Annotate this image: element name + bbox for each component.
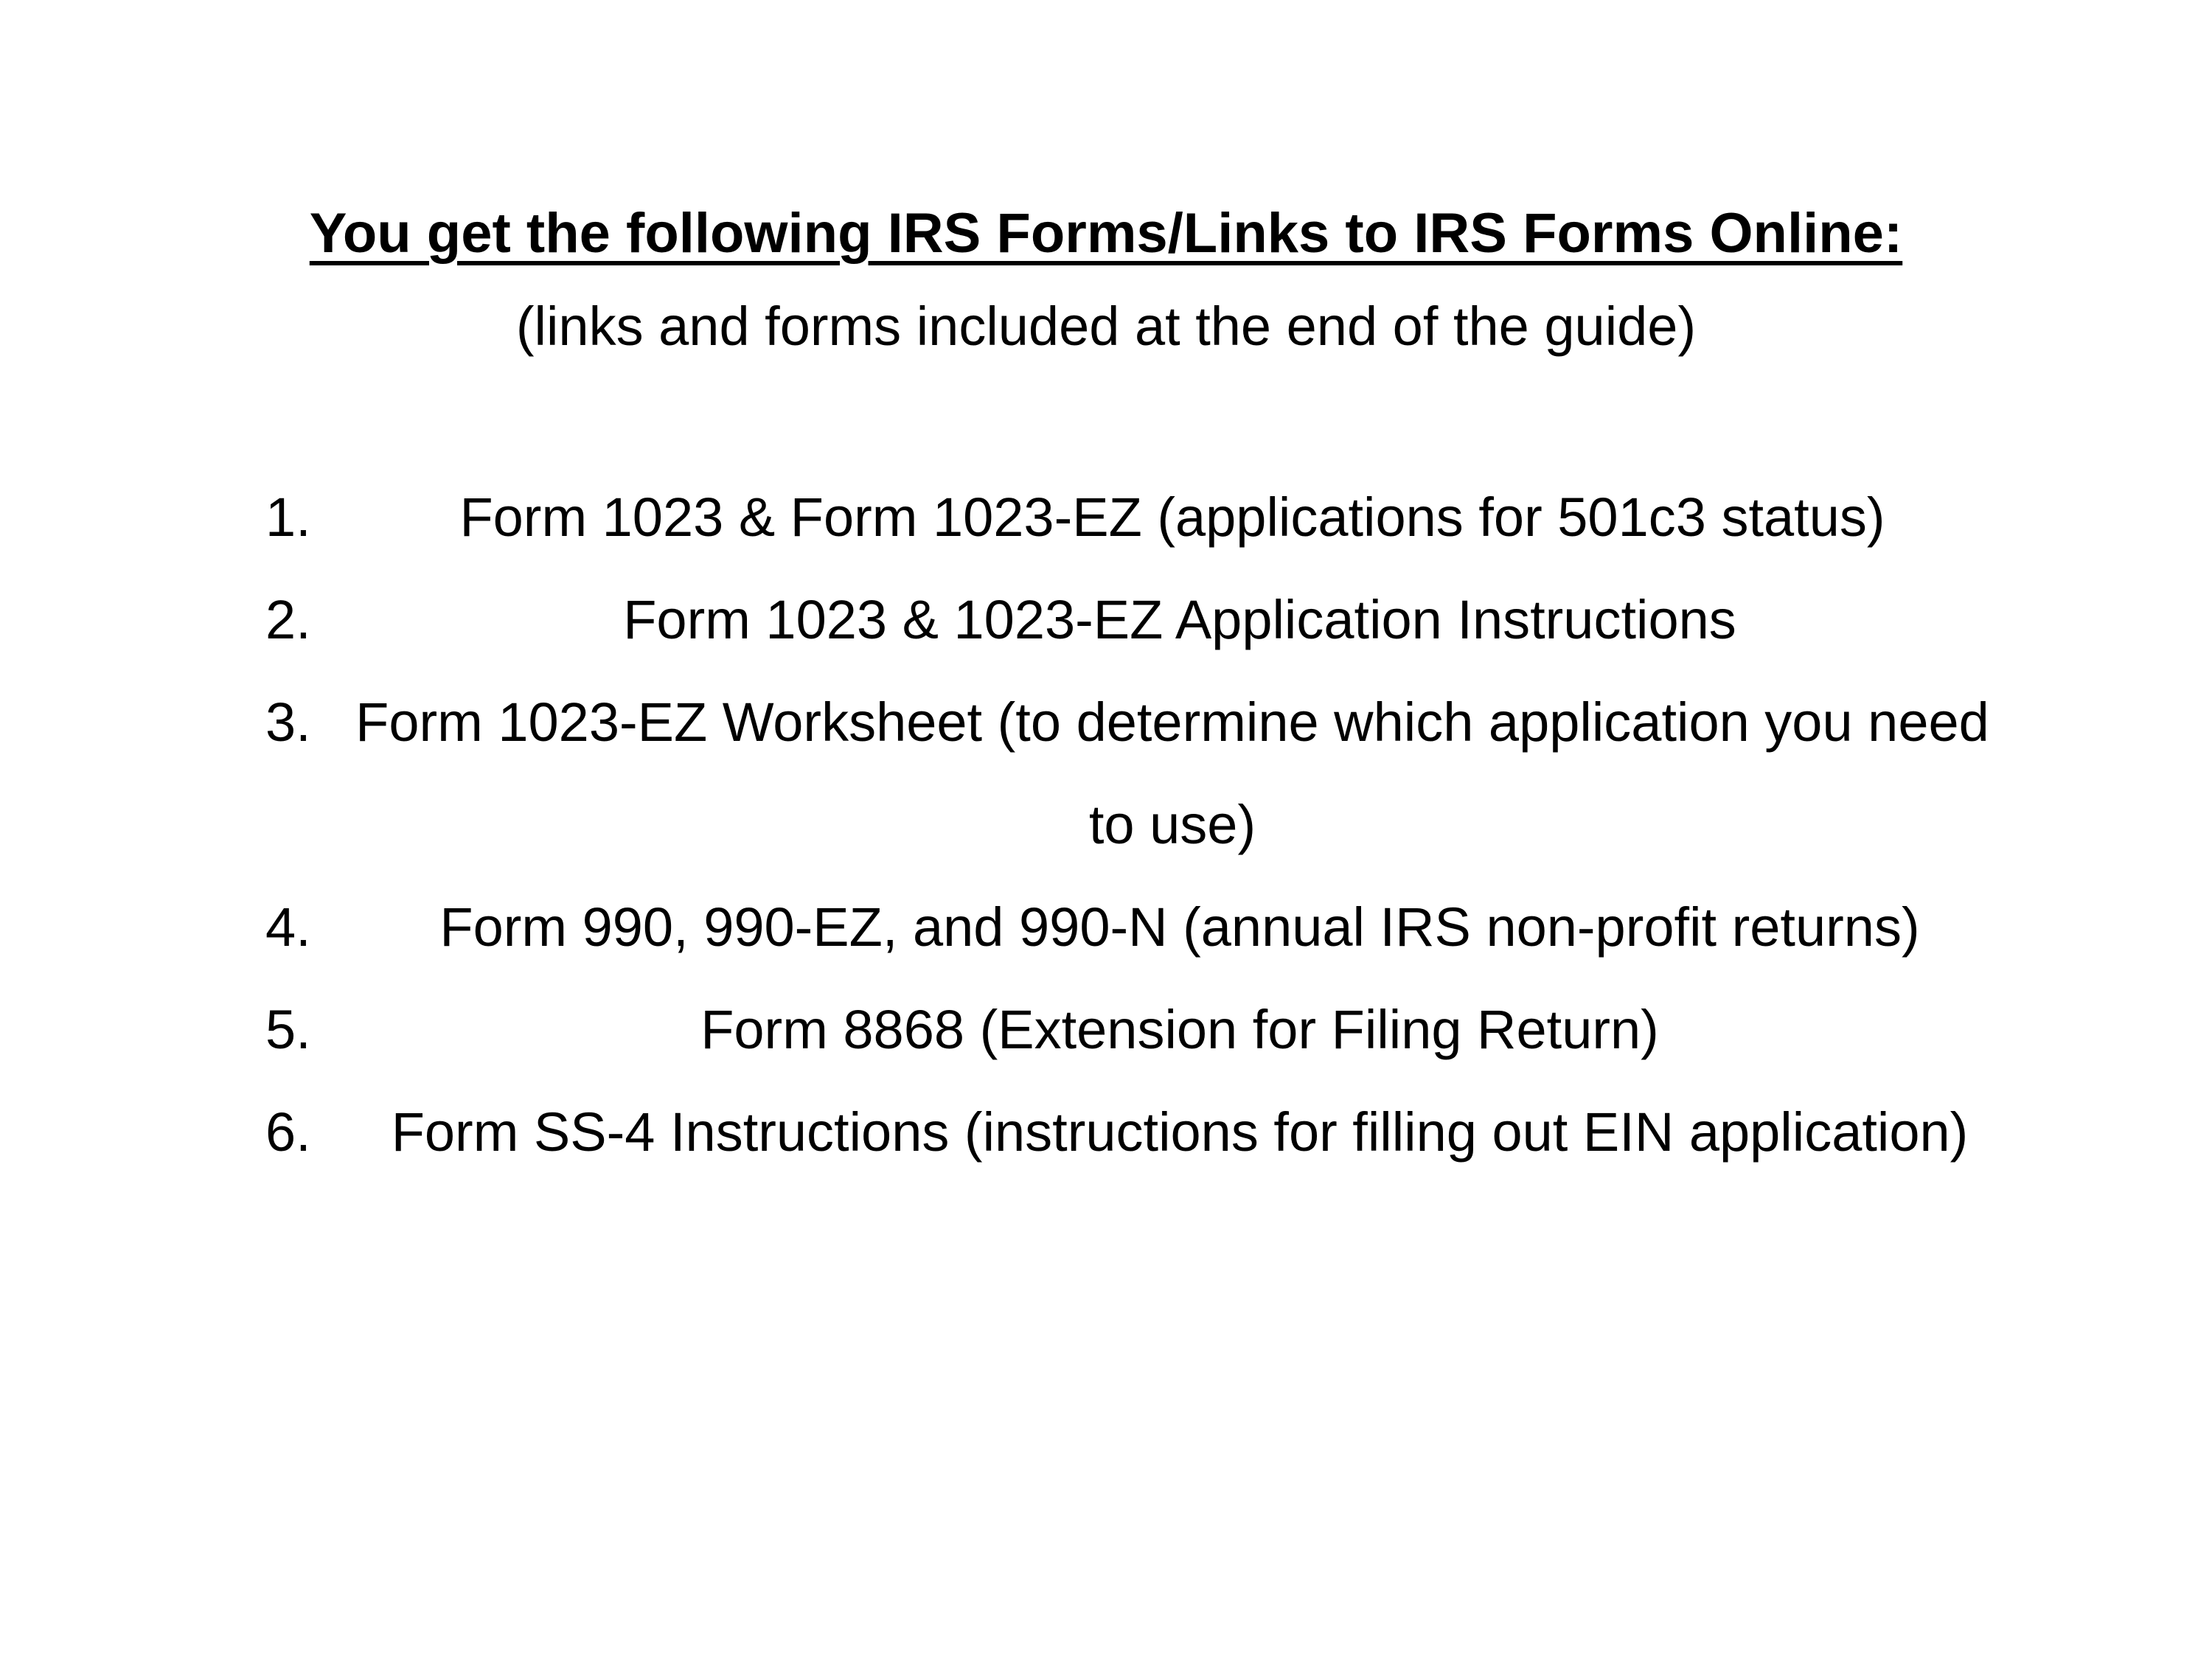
- list-item-number: 5.: [265, 999, 311, 1060]
- list-item: [265, 978, 2006, 1081]
- page-heading: You get the following IRS Forms/Links to IRS Forms Online:: [309, 202, 1903, 265]
- list-item-text: Form 990, 990-EZ, and 990-N (annual IRS non-profit returns): [439, 896, 1920, 958]
- list-item-number: 6.: [265, 1101, 311, 1163]
- list-item: [265, 568, 2006, 671]
- list-item-number: 4.: [265, 896, 311, 958]
- forms-list: [265, 466, 2006, 1183]
- list-item-text: Form SS-4 Instructions (instructions for filling out EIN application): [391, 1101, 1969, 1163]
- list-item: [265, 1081, 2006, 1183]
- list-item-text: Form 1023-EZ Worksheet (to determine which application you need to use): [355, 692, 1989, 855]
- list-item-text: Form 8868 (Extension for Filing Return): [700, 999, 1659, 1060]
- list-item-number: 2.: [265, 589, 311, 650]
- list-item: [265, 671, 2006, 876]
- list-item-text: Form 1023 & Form 1023-EZ (applications for 501c3 status): [459, 487, 1885, 548]
- list-item-text: Form 1023 & 1023-EZ Application Instructions: [623, 589, 1736, 650]
- list-item-number: 3.: [265, 692, 311, 753]
- list-item: [265, 466, 2006, 568]
- page-subheading: (links and forms included at the end of the guide): [515, 296, 1697, 357]
- list-item: [265, 876, 2006, 978]
- list-item-number: 1.: [265, 487, 311, 548]
